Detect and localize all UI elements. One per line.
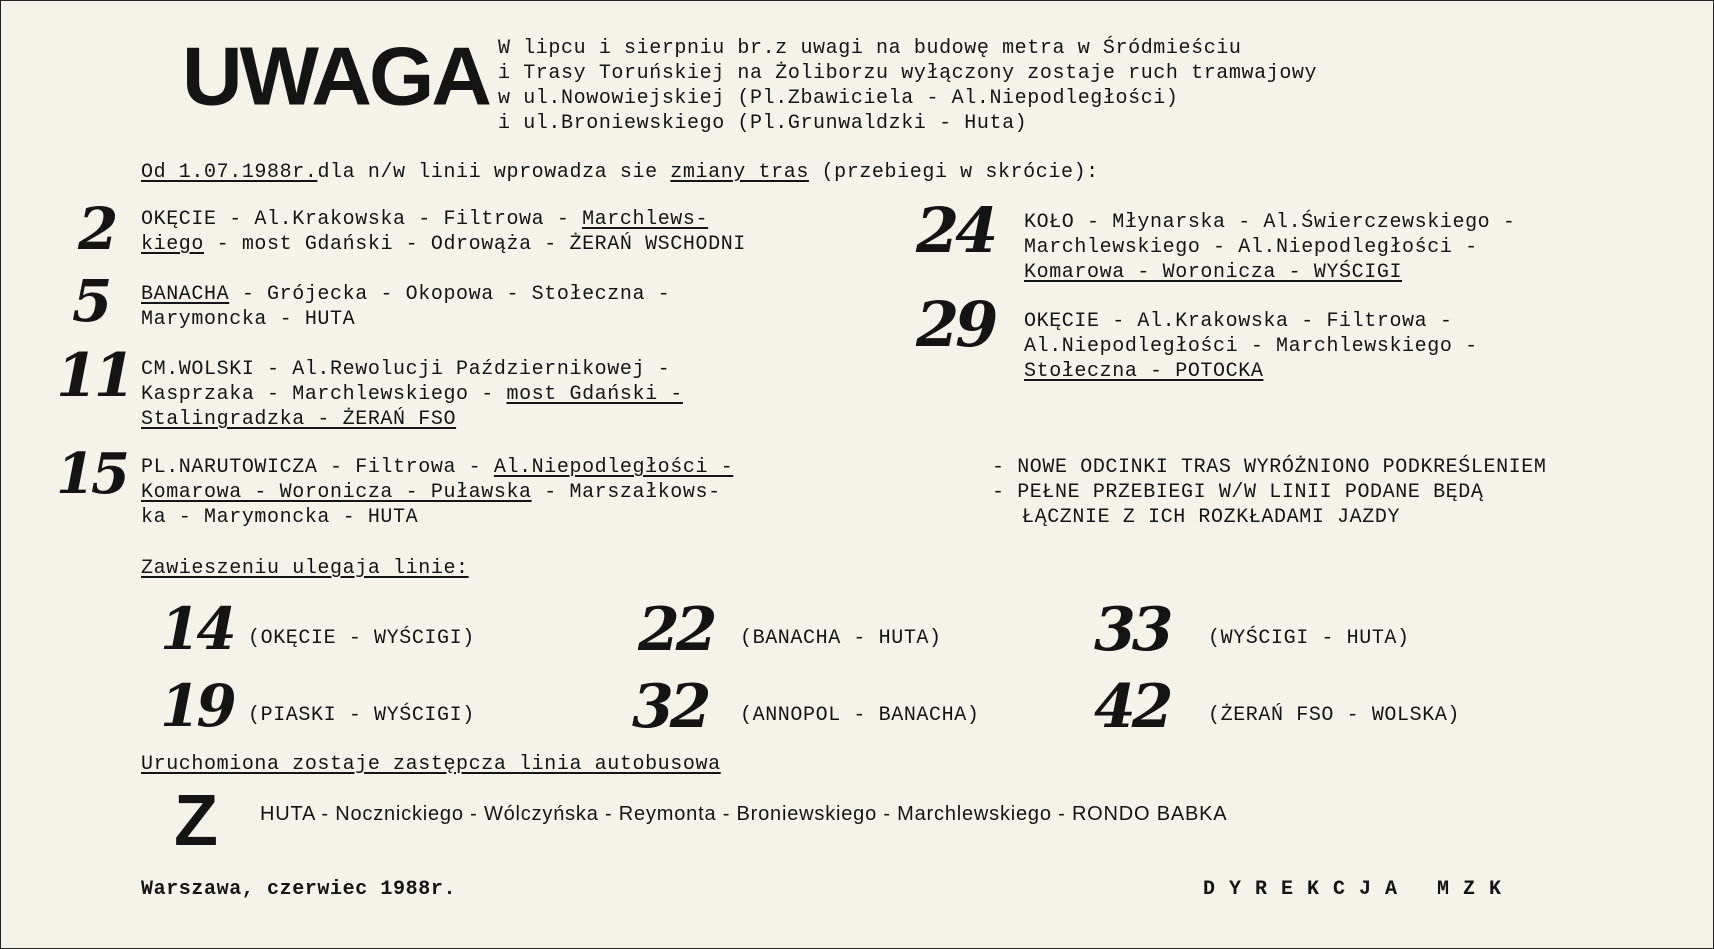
intro-tail: (przebiegi w skrócie):	[808, 161, 1099, 184]
suspended-line-route: (PIASKI - WYŚCIGI)	[248, 704, 475, 727]
note-line: ŁĄCZNIE Z ICH ROZKŁADAMI JAZDY	[1022, 506, 1401, 529]
suspended-line-route: (BANACHA - HUTA)	[740, 627, 942, 650]
route-text: CM.WOLSKI - Al.Rewolucji Październikowej -	[141, 358, 671, 381]
route-text: - Grójecka - Okopowa - Stołeczna -	[229, 283, 671, 306]
route-text: Kasprzaka - Marchlewskiego -	[141, 383, 507, 406]
route-new-segment: BANACHA	[141, 283, 230, 306]
line-number-24: 24	[916, 194, 995, 267]
suspended-line-route: (WYŚCIGI - HUTA)	[1208, 627, 1410, 650]
route-text: OKĘCIE - Al.Krakowska - Filtrowa -	[141, 208, 583, 231]
notice-title: UWAGA	[182, 29, 489, 123]
intro-changes: zmiany tras	[670, 161, 809, 184]
route-new-segment: Stalingradzka - ŻERAŃ FSO	[141, 408, 457, 431]
route-new-segment: Komarowa - Woronicza - WYŚCIGI	[1024, 261, 1403, 284]
header-text	[498, 36, 1317, 136]
header-line: i ul.Broniewskiego (Pl.Grunwaldzki - Huta)	[498, 112, 1028, 135]
route-text: ka - Marymoncka - HUTA	[141, 506, 419, 529]
route-new-segment: most Gdański -	[506, 383, 683, 406]
note-line: - PEŁNE PRZEBIEGI W/W LINII PODANE BĘDĄ	[992, 481, 1484, 504]
route-new-segment: Marchlews-	[582, 208, 709, 231]
route-text: PL.NARUTOWICZA - Filtrowa -	[141, 456, 494, 479]
route-5	[141, 282, 670, 332]
suspended-line-route: (ŻERAŃ FSO - WOLSKA)	[1208, 704, 1461, 727]
place-date: Warszawa, czerwiec 1988r.	[141, 878, 457, 901]
bus-heading: Uruchomiona zostaje zastępcza linia autobusowa	[141, 753, 721, 776]
intro-date: Od 1.07.1988r.	[141, 161, 318, 184]
suspended-line-number: 32	[632, 672, 708, 742]
intro-line	[141, 160, 1099, 185]
route-new-segment: Komarowa - Woronicza - Puławska	[141, 481, 532, 504]
route-24	[1024, 210, 1515, 285]
suspended-line-route: (OKĘCIE - WYŚCIGI)	[248, 627, 475, 650]
route-text: - Marszałkows-	[531, 481, 721, 504]
route-new-segment: Stołeczna - POTOCKA	[1024, 360, 1264, 383]
signature: DYREKCJA MZK	[1203, 878, 1516, 901]
header-line: W lipcu i sierpniu br.z uwagi na budowę metra w Śródmieściu	[498, 37, 1242, 60]
suspended-line-number: 19	[160, 672, 233, 740]
route-text: OKĘCIE - Al.Krakowska - Filtrowa -	[1024, 310, 1453, 333]
route-text: KOŁO - Młynarska - Al.Świerczewskiego -	[1024, 211, 1516, 234]
route-text: Marymoncka - HUTA	[141, 308, 356, 331]
note-line: - NOWE ODCINKI TRAS WYRÓŻNIONO PODKREŚLENIEM	[992, 456, 1547, 479]
route-new-segment: Al.Niepodległości -	[493, 456, 734, 479]
route-text: Marchlewskiego - Al.Niepodległości -	[1024, 236, 1478, 259]
notes	[992, 455, 1547, 530]
bus-route: HUTA - Nocznickiego - Wólczyńska - Reymonta - Broniewskiego - Marchlewskiego - RONDO BABKA	[260, 803, 1228, 825]
suspended-line-number: 42	[1094, 672, 1170, 742]
header-line: i Trasy Toruńskiej na Żoliborzu wyłączony zostaje ruch tramwajowy	[498, 62, 1318, 85]
intro-text: dla n/w linii wprowadza sie	[317, 161, 671, 184]
route-2	[141, 207, 746, 257]
route-text: Al.Niepodległości - Marchlewskiego -	[1024, 335, 1478, 358]
route-new-segment: kiego	[141, 233, 205, 256]
line-number-2: 2	[78, 195, 115, 263]
route-11	[141, 357, 683, 432]
line-number-5: 5	[72, 267, 109, 335]
bus-line-letter: Z	[174, 781, 218, 861]
suspended-line-number: 22	[638, 595, 714, 665]
route-29	[1024, 309, 1478, 384]
suspended-line-route: (ANNOPOL - BANACHA)	[740, 704, 980, 727]
line-number-29: 29	[916, 288, 995, 361]
suspended-line-number: 14	[160, 595, 233, 663]
header-line: w ul.Nowowiejskiej (Pl.Zbawiciela - Al.Niepodległości)	[498, 87, 1179, 110]
line-number-15: 15	[56, 441, 126, 507]
line-number-11: 11	[56, 341, 132, 411]
route-text: - most Gdański - Odrowąża - ŻERAŃ WSCHODNI	[204, 233, 746, 256]
suspended-heading: Zawieszeniu ulegaja linie:	[141, 557, 469, 580]
route-15	[141, 455, 733, 530]
suspended-line-number: 33	[1094, 595, 1170, 665]
